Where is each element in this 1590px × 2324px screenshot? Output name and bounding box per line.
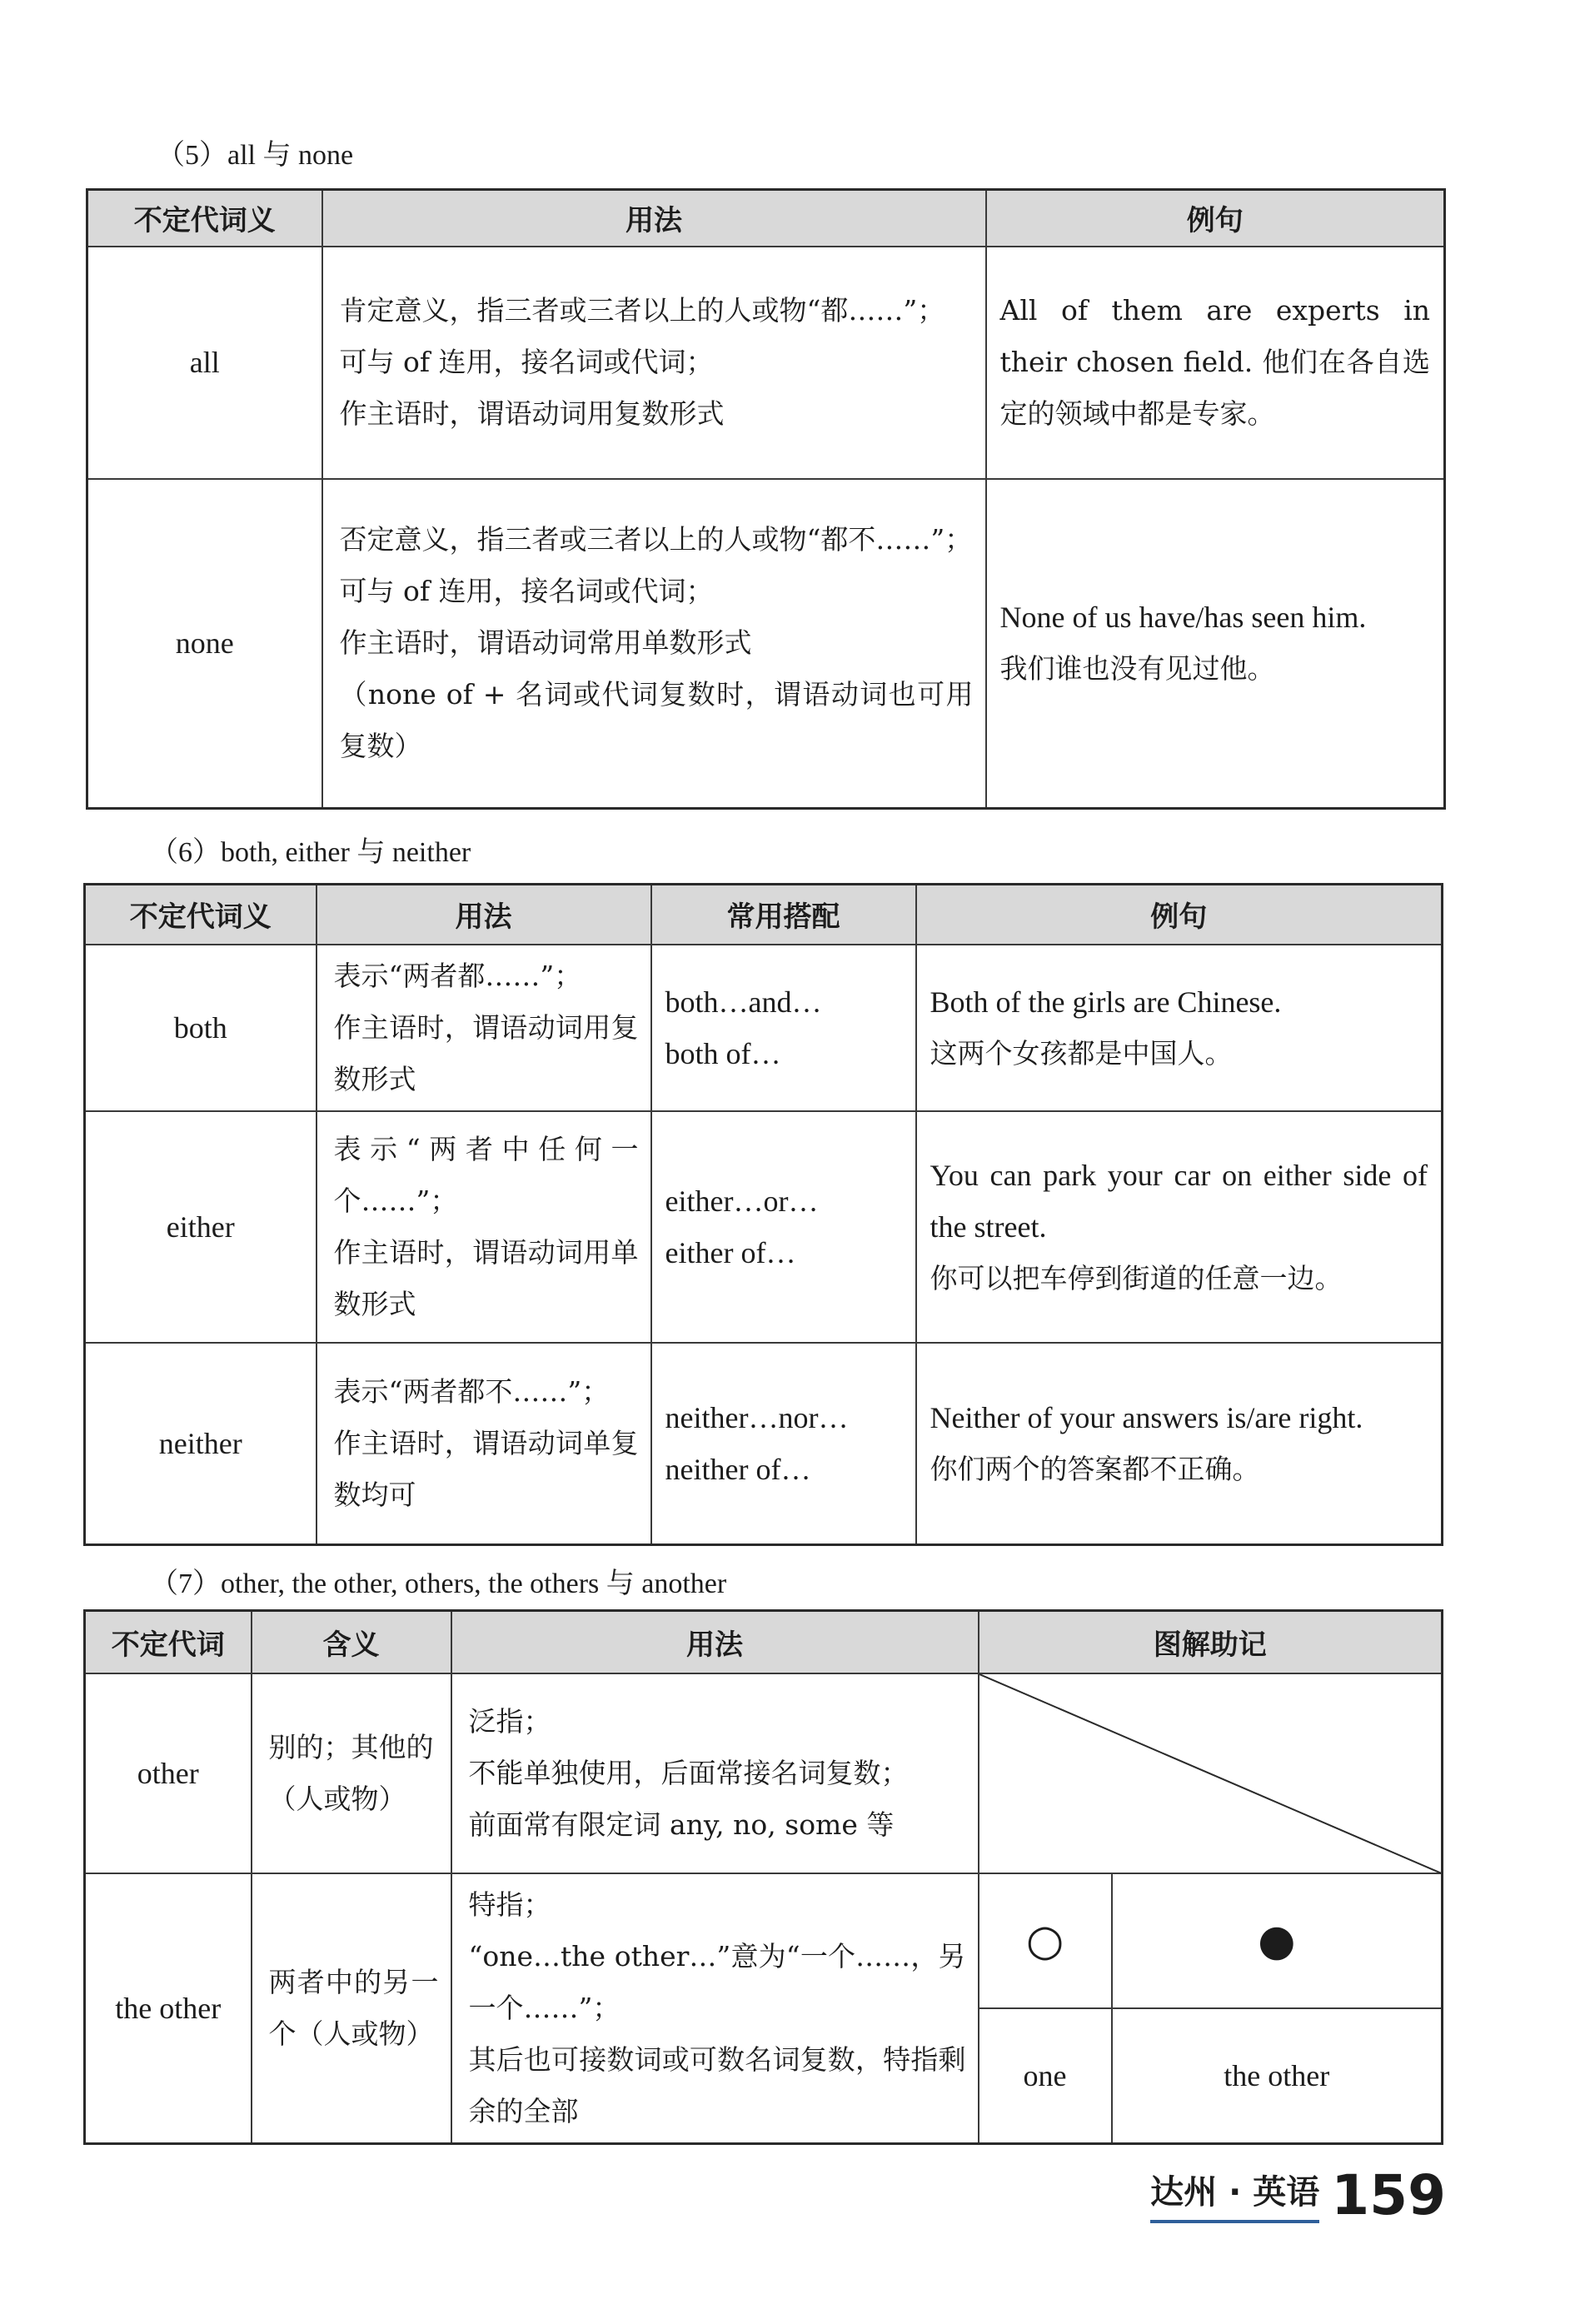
usage-line: 作主语时，谓语动词单复数均可 bbox=[333, 1426, 639, 1511]
example-line: 这两个女孩都是中国人。 bbox=[930, 1036, 1233, 1070]
usage-line: 可与 of 连用，接名词或代词； bbox=[339, 575, 714, 608]
example-cell bbox=[986, 479, 1445, 809]
page-footer bbox=[1150, 2163, 1446, 2227]
column-header: 不定代词 bbox=[85, 1611, 252, 1673]
table-all-none bbox=[86, 188, 1446, 810]
example-cell bbox=[916, 1343, 1443, 1545]
column-header: 例句 bbox=[916, 885, 1443, 945]
usage-line: 表示“两者都不……”； bbox=[333, 1374, 610, 1408]
section-6-heading: （6）both, either 与 neither bbox=[150, 837, 471, 868]
usage-line: （none of + 名词或代词复数时，谓语动词也可用复数） bbox=[339, 678, 974, 763]
section-5-heading: （5）all 与 none bbox=[157, 140, 354, 171]
table-row bbox=[85, 1111, 1443, 1343]
usage-line: 前面常有限定词 any, no, some 等 bbox=[468, 1808, 895, 1841]
meaning-cell bbox=[252, 1673, 451, 1873]
collocation-line: either…or… bbox=[665, 1184, 819, 1218]
pronoun-the-other: the other bbox=[85, 1873, 252, 2144]
example-line: 我们谁也没有见过他。 bbox=[999, 652, 1275, 686]
example-line: Both of the girls are Chinese. bbox=[930, 985, 1282, 1019]
usage-line: 表示“两者中任何一个……”； bbox=[333, 1132, 639, 1217]
table-other bbox=[83, 1609, 1443, 2145]
column-header: 用法 bbox=[451, 1611, 979, 1673]
usage-line: 特指； bbox=[468, 1888, 551, 1921]
diagram-label-one: one bbox=[979, 2008, 1112, 2143]
usage-cell bbox=[322, 247, 986, 479]
usage-line: 作主语时，谓语动词用复数形式 bbox=[333, 1010, 639, 1095]
example-line: All of them are experts in their chosen field. 他们在各自选定的领域中都是专家。 bbox=[999, 294, 1430, 430]
column-header: 用法 bbox=[317, 885, 651, 945]
table-row bbox=[87, 479, 1445, 809]
usage-line: 不能单独使用，后面常接名词复数； bbox=[468, 1756, 909, 1789]
usage-cell bbox=[451, 1673, 979, 1873]
diagonal-line bbox=[979, 1674, 1443, 1874]
diagram-label-the-other: the other bbox=[1112, 2008, 1443, 2143]
usage-line: 泛指； bbox=[468, 1704, 551, 1738]
section-7-heading: （7）other, the other, others, the others 与 another bbox=[150, 1568, 727, 1599]
collocation-line: neither of… bbox=[665, 1452, 811, 1486]
table-row bbox=[87, 247, 1445, 479]
meaning-line: 别的；其他的 bbox=[268, 1730, 434, 1763]
meaning-cell bbox=[252, 1873, 451, 2144]
collocation-cell bbox=[651, 945, 916, 1111]
column-header: 用法 bbox=[322, 190, 986, 247]
column-header: 不定代词义 bbox=[87, 190, 322, 247]
collocation-cell bbox=[651, 1111, 916, 1343]
diagram-empty-cell bbox=[979, 1673, 1443, 1873]
collocation-cell bbox=[651, 1343, 916, 1545]
collocation-line: both…and… bbox=[665, 985, 822, 1019]
usage-cell bbox=[322, 479, 986, 809]
pronoun-none: none bbox=[87, 479, 322, 809]
example-cell bbox=[986, 247, 1445, 479]
usage-line: 作主语时，谓语动词常用单数形式 bbox=[339, 626, 752, 660]
footer-brand: 达州 · 英语 bbox=[1150, 2166, 1319, 2223]
pronoun-both: both bbox=[85, 945, 317, 1111]
usage-line: 作主语时，谓语动词用复数形式 bbox=[339, 397, 725, 430]
table-row bbox=[85, 1673, 1443, 1873]
open-circle-icon: ○ bbox=[979, 1873, 1112, 2009]
table-row bbox=[85, 945, 1443, 1111]
column-header: 含义 bbox=[252, 1611, 451, 1673]
table-row bbox=[85, 1343, 1443, 1545]
example-line: None of us have/has seen him. bbox=[999, 601, 1367, 635]
example-line: You can park your car on either side of the street. bbox=[930, 1158, 1428, 1244]
usage-cell bbox=[451, 1873, 979, 2144]
table-row bbox=[85, 1873, 1443, 2009]
usage-line: 可与 of 连用，接名词或代词； bbox=[339, 346, 714, 378]
meaning-line: 两者中的另一个（人或物） bbox=[268, 1965, 439, 2050]
usage-line: 肯定意义，指三者或三者以上的人或物“都……”； bbox=[339, 294, 945, 327]
usage-cell bbox=[317, 1343, 651, 1545]
usage-line: 其后也可接数词或可数名词复数，特指剩余的全部 bbox=[468, 2042, 966, 2127]
example-line: 你可以把车停到街道的任意一边。 bbox=[930, 1261, 1343, 1294]
usage-line: 否定意义，指三者或三者以上的人或物“都不……”； bbox=[339, 523, 973, 556]
usage-line: 表示“两者都……”； bbox=[333, 959, 582, 992]
example-cell bbox=[916, 1111, 1443, 1343]
pronoun-either: either bbox=[85, 1111, 317, 1343]
usage-cell bbox=[317, 945, 651, 1111]
column-header: 例句 bbox=[986, 190, 1445, 247]
collocation-line: either of… bbox=[665, 1235, 796, 1269]
column-header: 图解助记 bbox=[979, 1611, 1443, 1673]
meaning-line: （人或物） bbox=[268, 1782, 406, 1815]
pronoun-neither: neither bbox=[85, 1343, 317, 1545]
column-header: 常用搭配 bbox=[651, 885, 916, 945]
usage-line: 作主语时，谓语动词用单数形式 bbox=[333, 1235, 639, 1320]
example-line: Neither of your answers is/are right. bbox=[930, 1400, 1363, 1434]
example-cell bbox=[916, 945, 1443, 1111]
table-both-either-neither bbox=[83, 883, 1443, 1546]
page-number: 159 bbox=[1331, 2163, 1446, 2227]
collocation-line: both of… bbox=[665, 1036, 781, 1070]
column-header: 不定代词义 bbox=[85, 885, 317, 945]
usage-line: “one…the other…”意为“一个……，另一个……”； bbox=[468, 1939, 966, 2024]
pronoun-other: other bbox=[85, 1673, 252, 1873]
usage-cell bbox=[317, 1111, 651, 1343]
example-line: 你们两个的答案都不正确。 bbox=[930, 1452, 1260, 1485]
filled-circle-icon: ● bbox=[1112, 1873, 1443, 2009]
pronoun-all: all bbox=[87, 247, 322, 479]
collocation-line: neither…nor… bbox=[665, 1400, 849, 1434]
